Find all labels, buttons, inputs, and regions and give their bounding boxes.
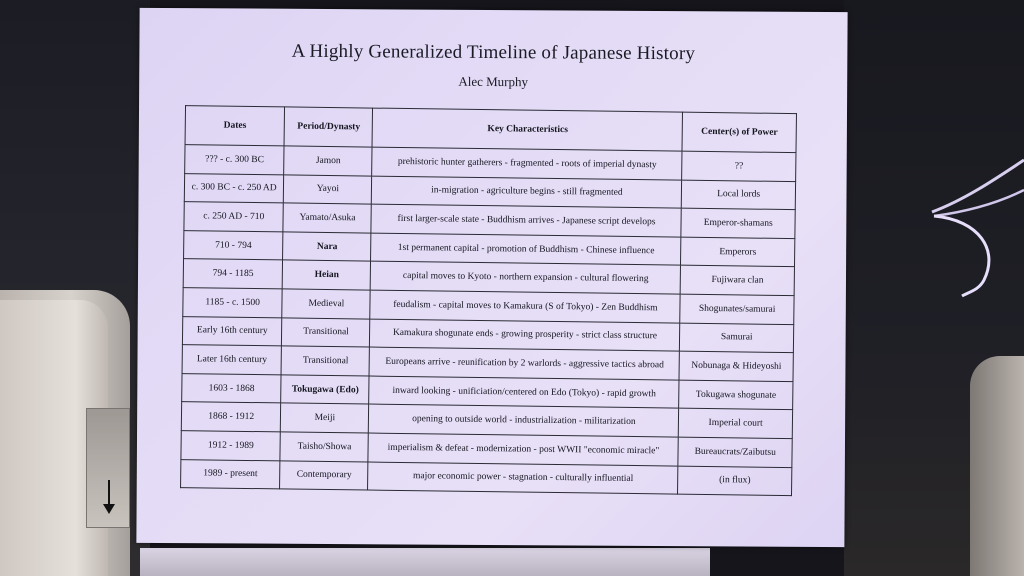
timeline-table	[180, 105, 797, 496]
cell-period: Taisho/Showa	[280, 432, 368, 462]
cell-key-characteristics: 1st permanent capital - promotion of Buddhism - Chinese influence	[371, 233, 681, 266]
cell-key-characteristics: capital moves to Kyoto - northern expansion - cultural flowering	[371, 261, 681, 294]
cell-center-of-power: Imperial court	[679, 408, 793, 438]
cell-dates: 710 - 794	[184, 230, 284, 260]
cell-center-of-power: Emperor-shamans	[681, 208, 795, 238]
cell-key-characteristics: feudalism - capital moves to Kamakura (S of Tokyo) - Zen Buddhism	[370, 290, 680, 323]
paper-stack-edge	[140, 548, 710, 576]
cell-key-characteristics: Europeans arrive - reunification by 2 warlords - aggressive tactics abroad	[370, 347, 680, 380]
cell-dates: ??? - c. 300 BC	[185, 145, 285, 175]
cell-period: Medieval	[282, 289, 370, 319]
cell-period: Transitional	[282, 317, 370, 347]
cell-period: Jamon	[284, 146, 372, 176]
header-key-characteristics: Key Characteristics	[372, 108, 682, 151]
cell-key-characteristics: inward looking - unificiation/centered on Edo (Tokyo) - rapid growth	[369, 376, 679, 409]
cell-period: Meiji	[281, 403, 369, 433]
cell-period: Yayoi	[284, 175, 372, 205]
cell-center-of-power: Fujiwara clan	[681, 266, 795, 296]
cable	[924, 150, 1024, 310]
cell-period: Yamato/Asuka	[283, 203, 371, 233]
cell-dates: 1989 - present	[181, 459, 281, 489]
cell-center-of-power: Shogunates/samurai	[680, 294, 794, 324]
cell-period: Heian	[283, 260, 371, 290]
cell-period: Nara	[283, 232, 371, 262]
cell-dates: c. 300 BC - c. 250 AD	[184, 173, 284, 203]
cell-center-of-power: Emperors	[681, 237, 795, 267]
cell-key-characteristics: imperialism & defeat - modernization - post WWII "economic miracle"	[368, 433, 678, 466]
header-dates: Dates	[185, 106, 285, 146]
cell-center-of-power: ??	[682, 151, 796, 181]
cell-key-characteristics: in-migration - agriculture begins - still fragmented	[372, 176, 682, 209]
cell-key-characteristics: major economic power - stagnation - culturally influential	[368, 462, 678, 495]
cell-dates: 1868 - 1912	[181, 402, 281, 432]
arrow-down-icon	[98, 478, 120, 518]
cell-dates: Early 16th century	[182, 316, 282, 346]
document-author: Alec Murphy	[458, 73, 529, 90]
header-center-of-power: Center(s) of Power	[682, 112, 796, 152]
cell-center-of-power: Local lords	[682, 180, 796, 210]
cell-period: Transitional	[281, 346, 369, 376]
cell-key-characteristics: opening to outside world - industrialization - militarization	[369, 404, 679, 437]
cell-key-characteristics: Kamakura shogunate ends - growing prosperity - strict class structure	[370, 319, 680, 352]
cell-dates: 794 - 1185	[183, 259, 283, 289]
seat-right	[970, 356, 1024, 576]
cell-key-characteristics: prehistoric hunter gatherers - fragmented - roots of imperial dynasty	[372, 147, 682, 180]
cell-dates: 1185 - c. 1500	[183, 288, 283, 318]
paper-sheet	[136, 8, 847, 547]
cell-key-characteristics: first larger-scale state - Buddhism arrives - Japanese script develops	[371, 204, 681, 237]
cell-period: Tokugawa (Edo)	[281, 375, 369, 405]
document-title: A Highly Generalized Timeline of Japanese History	[291, 40, 696, 65]
cell-center-of-power: Nobunaga & Hideyoshi	[679, 351, 793, 381]
cell-center-of-power: Tokugawa shogunate	[679, 380, 793, 410]
header-period: Period/Dynasty	[284, 107, 373, 147]
cell-dates: c. 250 AD - 710	[184, 202, 284, 232]
cell-dates: 1603 - 1868	[182, 373, 282, 403]
cell-period: Contemporary	[280, 460, 368, 490]
table-body	[181, 145, 796, 496]
cell-center-of-power: Samurai	[680, 323, 794, 353]
cell-center-of-power: Bureaucrats/Zaibutsu	[678, 437, 792, 467]
cell-center-of-power: (in flux)	[678, 466, 792, 496]
cell-dates: Later 16th century	[182, 345, 282, 375]
cell-dates: 1912 - 1989	[181, 431, 281, 461]
